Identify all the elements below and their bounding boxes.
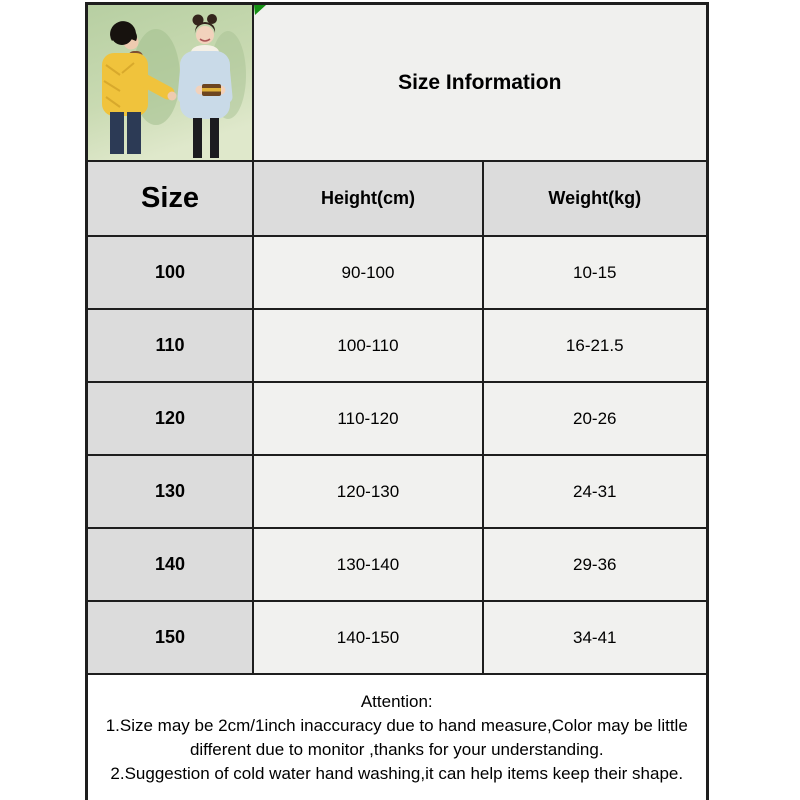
table-title-cell — [253, 4, 707, 162]
attention-note-2: 2.Suggestion of cold water hand washing,it can help items keep their shape. — [110, 763, 684, 783]
attention-heading: Attention: — [360, 691, 433, 711]
size-value: 100 — [87, 236, 254, 309]
column-header-row — [87, 161, 708, 236]
height-range: 90-100 — [253, 236, 483, 309]
height-range: 130-140 — [253, 528, 483, 601]
height-range: 110-120 — [253, 382, 483, 455]
weight-range: 20-26 — [483, 382, 707, 455]
weight-range: 34-41 — [483, 601, 707, 674]
table-row — [87, 455, 708, 528]
column-header-size: Size — [87, 161, 254, 236]
height-range: 120-130 — [253, 455, 483, 528]
size-value: 150 — [87, 601, 254, 674]
weight-range: 10-15 — [483, 236, 707, 309]
attention-note-1: 1.Size may be 2cm/1inch inaccuracy due to hand measure,Color may be little different due to monitor ,thanks for your understanding. — [105, 715, 688, 759]
height-range: 100-110 — [253, 309, 483, 382]
size-table — [85, 2, 709, 800]
kids-coats-photo — [88, 5, 252, 160]
table-row — [87, 382, 708, 455]
table-row — [87, 528, 708, 601]
product-photo-cell — [87, 4, 254, 162]
corner-marker-icon — [254, 5, 266, 17]
table-row — [87, 309, 708, 382]
column-header-weight: Weight(kg) — [483, 161, 707, 236]
attention-note-cell — [87, 674, 708, 800]
weight-range: 24-31 — [483, 455, 707, 528]
table-row — [87, 236, 708, 309]
top-row — [87, 4, 708, 162]
size-value: 120 — [87, 382, 254, 455]
column-header-height: Height(cm) — [253, 161, 483, 236]
page-title: Size Information — [398, 70, 562, 94]
weight-range: 29-36 — [483, 528, 707, 601]
attention-row — [87, 674, 708, 800]
table-row — [87, 601, 708, 674]
size-value: 110 — [87, 309, 254, 382]
size-value: 130 — [87, 455, 254, 528]
weight-range: 16-21.5 — [483, 309, 707, 382]
size-value: 140 — [87, 528, 254, 601]
height-range: 140-150 — [253, 601, 483, 674]
